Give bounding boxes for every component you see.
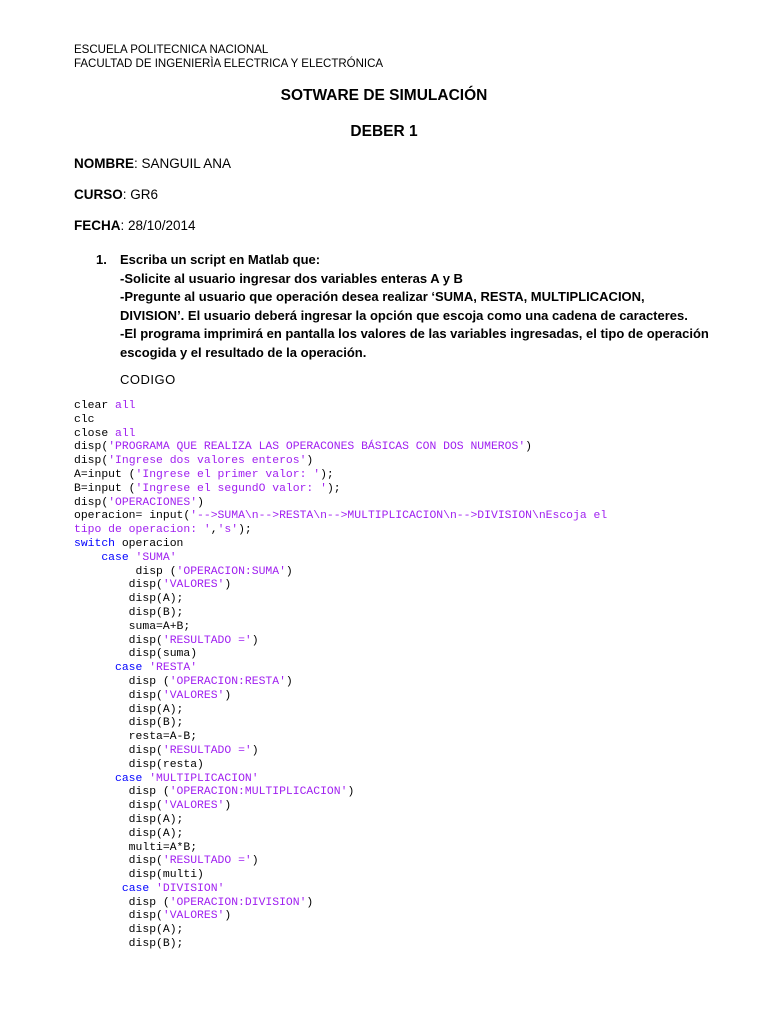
code-line [74, 400, 607, 414]
code-text: disp ( [74, 896, 170, 909]
code-text: ) [285, 675, 293, 688]
code-string: 'Ingrese el primer valor: ' [135, 468, 321, 481]
code-line [74, 676, 607, 690]
code-line [74, 441, 607, 455]
code-text: disp( [74, 744, 163, 757]
field-fecha [74, 218, 196, 233]
code-string: 'MULTIPLICACION' [149, 772, 259, 785]
code-line [74, 607, 607, 621]
code-line [74, 717, 607, 731]
code-text: disp(A); [74, 813, 184, 826]
code-string: 'Ingrese dos valores enteros' [108, 455, 307, 468]
question-line: Escriba un script en Matlab que: [120, 252, 321, 267]
code-line [74, 524, 607, 538]
question-line: DIVISION’. El usuario deberá ingresar la opción que escoja como una cadena de caracteres. [120, 307, 688, 323]
code-text: ) [347, 786, 355, 799]
code-text: clc [74, 413, 95, 426]
code-line [74, 635, 607, 649]
code-line [74, 455, 607, 469]
code-line [74, 414, 607, 428]
code-string: 'VALORES' [162, 689, 225, 702]
code-string: 'SUMA' [135, 551, 177, 564]
code-text: disp( [74, 689, 163, 702]
code-line [74, 662, 607, 676]
code-text: disp(B); [74, 717, 184, 730]
code-text: ) [251, 744, 259, 757]
code-string: 'VALORES' [162, 910, 225, 923]
code-text: disp(A); [74, 703, 184, 716]
code-text: ) [525, 441, 532, 454]
code-text: suma=A+B; [74, 620, 191, 633]
code-string: 'Ingrese el segundO valor: ' [135, 482, 327, 495]
code-text: disp(A); [74, 924, 184, 937]
faculty-name: FACULTAD DE INGENIERÌA ELECTRICA Y ELECTRÓNICA [74, 58, 384, 70]
code-text: close [74, 427, 116, 440]
code-string: tipo de operacion: ' [74, 524, 211, 537]
field-label: NOMBRE [74, 156, 134, 171]
code-string: 'OPERACION:MULTIPLICACION' [169, 786, 348, 799]
field-value: : GR6 [122, 187, 159, 202]
code-text: disp(B); [74, 606, 184, 619]
code-line [74, 497, 607, 511]
code-text: disp ( [74, 565, 177, 578]
code-line [74, 773, 607, 787]
code-text: ) [285, 565, 293, 578]
code-string: all [115, 427, 136, 440]
code-text: disp(resta) [74, 758, 204, 771]
code-text: ) [197, 496, 204, 509]
code-text: multi=A*B; [74, 841, 198, 854]
code-line [74, 704, 607, 718]
code-line [74, 869, 607, 883]
code-text: clear [74, 400, 116, 412]
code-line [74, 745, 607, 759]
code-text [74, 773, 115, 785]
code-text: disp(suma) [74, 648, 198, 661]
code-string: 'OPERACION:DIVISION' [169, 896, 307, 909]
field-value: : 28/10/2014 [120, 218, 196, 233]
code-string: 'PROGRAMA QUE REALIZA LAS OPERACONES BÁSICAS CON DOS NUMEROS' [108, 441, 526, 454]
code-text: A=input ( [74, 468, 136, 481]
question-number: 1. [96, 252, 107, 267]
code-line [74, 593, 607, 607]
code-text: disp(multi) [74, 869, 204, 882]
field-label: FECHA [74, 218, 121, 233]
code-text: ) [306, 455, 314, 468]
code-text: disp( [74, 855, 163, 868]
code-text: ); [238, 524, 252, 537]
code-text: disp(A); [74, 593, 184, 606]
code-line [74, 566, 607, 580]
code-string: '-->SUMA\n-->RESTA\n-->MULTIPLICACION\n-->DIVISION\nEscoja el [190, 510, 608, 523]
code-string: 'OPERACION:SUMA' [176, 565, 286, 578]
field-label: CURSO [74, 187, 123, 202]
code-text: ) [224, 689, 232, 702]
code-line [74, 621, 607, 635]
code-text: disp ( [74, 675, 170, 688]
code-line [74, 800, 607, 814]
code-line [74, 938, 607, 952]
question-line: -Pregunte al usuario que operación desea realizar ‘SUMA, RESTA, MULTIPLICACION, [120, 289, 645, 304]
code-line [74, 469, 607, 483]
code-string: 'RESULTADO =' [162, 744, 252, 757]
code-line [74, 786, 607, 800]
code-keyword: case [115, 662, 150, 675]
question-line: -El programa imprimirá en pantalla los valores de las variables ingresadas, el tipo de operación [120, 326, 709, 341]
code-text: ) [306, 896, 314, 909]
code-line [74, 690, 607, 704]
code-text: ) [224, 579, 232, 592]
code-line [74, 759, 607, 773]
code-keyword: case [101, 551, 136, 564]
question-line: escogida y el resultado de la operación. [120, 344, 367, 360]
code-text: disp( [74, 910, 163, 923]
code-line [74, 648, 607, 662]
code-text [74, 662, 115, 674]
document-title: SOTWARE DE SIMULACIÓN [280, 87, 488, 104]
code-string: 'OPERACIONES' [108, 496, 198, 509]
code-text: disp(A); [74, 827, 184, 840]
code-section-label: CODIGO [120, 372, 176, 387]
code-line [74, 855, 607, 869]
code-line [74, 538, 607, 552]
code-string: all [115, 400, 136, 412]
code-text: disp ( [74, 786, 170, 799]
code-string: 'VALORES' [162, 800, 225, 813]
code-text: disp( [74, 634, 163, 647]
code-line [74, 910, 607, 924]
document-subtitle: DEBER 1 [350, 123, 418, 140]
code-text [74, 552, 101, 564]
code-text: ); [320, 468, 334, 481]
code-string: 'RESULTADO =' [162, 855, 252, 868]
code-line [74, 897, 607, 911]
code-text: operacion [115, 537, 184, 550]
question-line: -Solicite al usuario ingresar dos variables enteras A y B [120, 270, 463, 286]
code-line [74, 924, 607, 938]
code-line [74, 883, 607, 897]
code-text: disp( [74, 579, 163, 592]
code-text: , [210, 524, 218, 537]
code-keyword: case [121, 882, 157, 895]
code-text: disp( [74, 496, 109, 509]
code-text [74, 883, 122, 895]
field-value: : SANGUIL ANA [134, 156, 232, 171]
code-string: 'RESTA' [149, 662, 198, 675]
code-keyword: case [115, 772, 150, 785]
code-text: B=input ( [74, 482, 136, 495]
field-nombre [74, 156, 231, 171]
code-string: 'VALORES' [162, 579, 225, 592]
code-text: ) [224, 910, 232, 923]
code-line [74, 510, 607, 524]
question-body [120, 251, 720, 362]
code-keyword: switch [74, 537, 116, 550]
code-text: operacion= input( [74, 510, 191, 523]
code-line [74, 731, 607, 745]
code-text: ) [251, 855, 259, 868]
code-text: ) [251, 634, 259, 647]
code-text: disp( [74, 455, 109, 468]
code-text: resta=A-B; [74, 731, 198, 744]
field-curso [74, 187, 158, 202]
code-text: disp(B); [74, 938, 184, 951]
code-line [74, 483, 607, 497]
code-string: 'DIVISION' [156, 882, 225, 895]
code-line [74, 428, 607, 442]
code-block [74, 400, 607, 952]
code-line [74, 814, 607, 828]
code-string: 'OPERACION:RESTA' [169, 675, 286, 688]
code-string: 's' [217, 524, 239, 537]
code-text: ); [326, 482, 341, 495]
code-line [74, 579, 607, 593]
code-string: 'RESULTADO =' [162, 634, 252, 647]
code-text: ) [224, 800, 232, 813]
school-name: ESCUELA POLITECNICA NACIONAL [74, 44, 269, 56]
code-text: disp( [74, 441, 109, 454]
code-line [74, 828, 607, 842]
code-line [74, 552, 607, 566]
code-line [74, 842, 607, 856]
code-text: disp( [74, 800, 163, 813]
